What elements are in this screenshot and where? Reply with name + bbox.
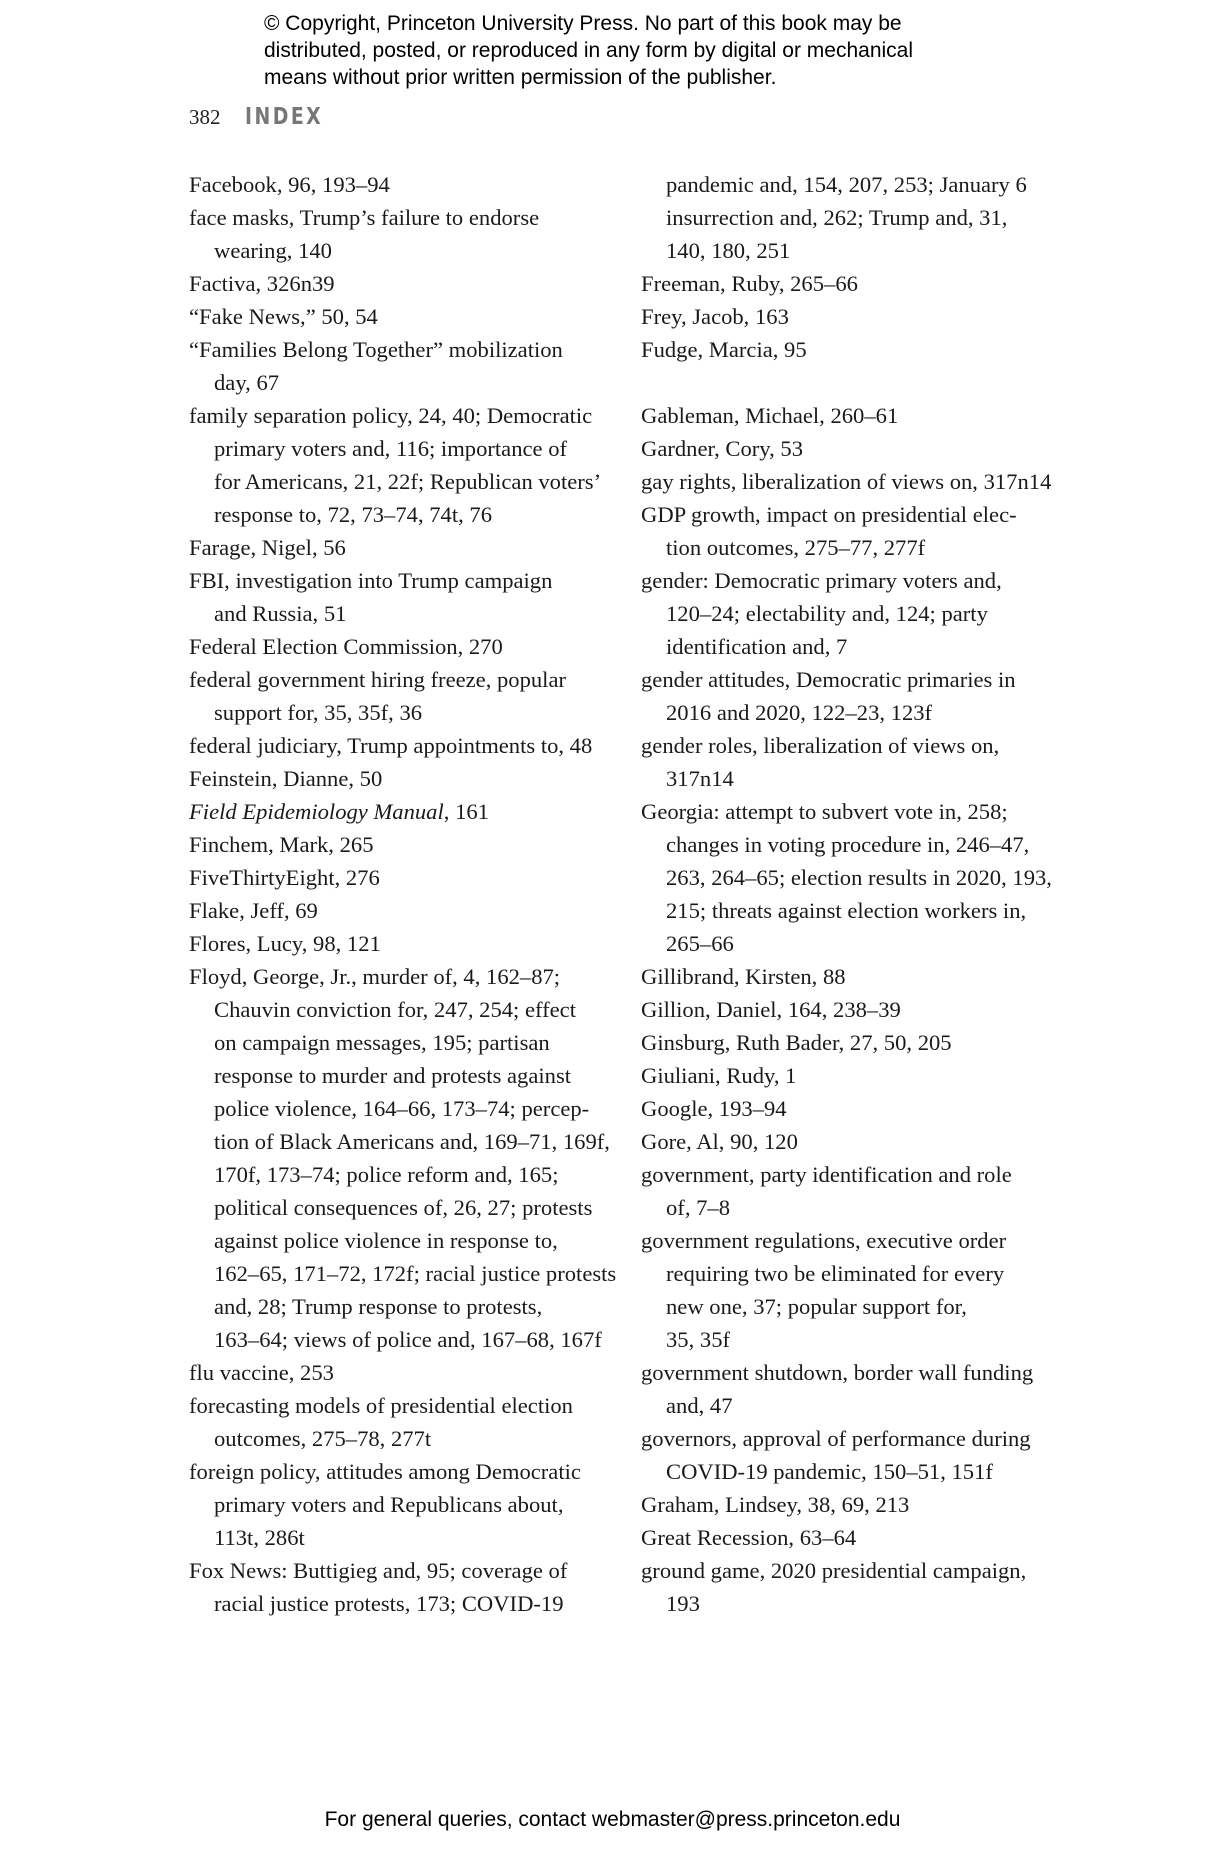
index-entry <box>189 267 609 300</box>
book-title: Field Epidemiology Manual <box>189 799 444 824</box>
index-entry-heading: Farage, Nigel, 56 <box>189 535 346 560</box>
index-entry-continuation: and Russia, 51 <box>214 601 347 626</box>
index-entry-heading: FBI, investigation into Trump campaign <box>189 568 553 593</box>
index-entry-continuation: 113t, 286t <box>214 1525 305 1550</box>
index-entry-continuation: requiring two be eliminated for every <box>666 1261 1005 1286</box>
index-entry <box>641 564 1061 663</box>
index-entry-continuation: and, 47 <box>666 1393 733 1418</box>
index-entry <box>189 1389 609 1455</box>
section-title: INDEX <box>244 104 323 130</box>
index-entry-heading: Floyd, George, Jr., murder of, 4, 162–87; <box>189 964 561 989</box>
index-entry <box>641 432 1061 465</box>
index-entry-continuation: racial justice protests, 173; COVID-19 <box>214 1591 564 1616</box>
index-entry <box>189 1356 609 1389</box>
index-entry-continuation: 35, 35f <box>666 1327 731 1352</box>
copyright-line: distributed, posted, or reproduced in any form by digital or mechanical <box>264 39 914 62</box>
index-entry <box>641 300 1061 333</box>
index-entry-heading: Graham, Lindsey, 38, 69, 213 <box>641 1492 910 1517</box>
index-entry-continuation: Chauvin conviction for, 247, 254; effect <box>214 997 576 1022</box>
index-entry-heading: Gillibrand, Kirsten, 88 <box>641 964 846 989</box>
index-entry-heading: gender roles, liberalization of views on, <box>641 733 1000 758</box>
index-entry-heading: government, party identification and role <box>641 1162 1012 1187</box>
index-entry-continuation: changes in voting procedure in, 246–47, <box>666 832 1030 857</box>
index-entry <box>189 729 609 762</box>
index-entry <box>641 267 1061 300</box>
index-entry-heading: flu vaccine, 253 <box>189 1360 334 1385</box>
index-entry <box>641 663 1061 729</box>
index-entry-continuation: 317n14 <box>666 766 734 791</box>
index-entry <box>189 663 609 729</box>
index-entry-heading: Georgia: attempt to subvert vote in, 258; <box>641 799 1008 824</box>
index-entry-continuation: insurrection and, 262; Trump and, 31, <box>666 205 1008 230</box>
index-entry-heading: federal government hiring freeze, popular <box>189 667 567 692</box>
index-entry <box>189 333 609 399</box>
index-entry-heading: FiveThirtyEight, 276 <box>189 865 380 890</box>
index-entry-heading: face masks, Trump’s failure to endorse <box>189 205 540 230</box>
index-entry-continuation: 215; threats against election workers in, <box>666 898 1027 923</box>
index-entry <box>641 168 1061 267</box>
index-entry-heading: gender attitudes, Democratic primaries in <box>641 667 1016 692</box>
index-entry-continuation: for Americans, 21, 22f; Republican voters’ <box>214 469 602 494</box>
index-entry-continuation: against police violence in response to, <box>214 1228 558 1253</box>
index-entry <box>189 894 609 927</box>
index-entry-heading: Field Epidemiology Manual, 161 <box>189 799 489 824</box>
index-entry-heading: government regulations, executive order <box>641 1228 1007 1253</box>
index-entry-continuation: 140, 180, 251 <box>666 238 791 263</box>
index-entry-continuation: response to murder and protests against <box>214 1063 572 1088</box>
index-entry-heading: Federal Election Commission, 270 <box>189 634 503 659</box>
index-entry-heading: Fox News: Buttigieg and, 95; coverage of <box>189 1558 568 1583</box>
index-entry-heading: Great Recession, 63–64 <box>641 1525 857 1550</box>
index-entry <box>641 333 1061 366</box>
index-entry <box>641 1158 1061 1224</box>
index-entry-continuation: on campaign messages, 195; partisan <box>214 1030 550 1055</box>
index-entry-heading: Finchem, Mark, 265 <box>189 832 374 857</box>
index-entry <box>189 1554 609 1620</box>
index-entry-heading: gay rights, liberalization of views on, 317n14 <box>641 469 1052 494</box>
index-entry-heading: family separation policy, 24, 40; Democratic <box>189 403 593 428</box>
index-entry-heading: Giuliani, Rudy, 1 <box>641 1063 797 1088</box>
index-entry <box>641 1356 1061 1422</box>
index-entry <box>641 1422 1061 1488</box>
index-entry-heading: Facebook, 96, 193–94 <box>189 172 390 197</box>
index-entry-continuation: political consequences of, 26, 27; protests <box>214 1195 593 1220</box>
index-entry-heading: Ginsburg, Ruth Bader, 27, 50, 205 <box>641 1030 952 1055</box>
index-entry-heading: gender: Democratic primary voters and, <box>641 568 1002 593</box>
index-column-right <box>641 168 1061 1620</box>
index-entry <box>189 531 609 564</box>
index-entry-continuation: support for, 35, 35f, 36 <box>214 700 423 725</box>
index-entry-continuation: wearing, 140 <box>214 238 332 263</box>
index-entry-heading: ground game, 2020 presidential campaign, <box>641 1558 1027 1583</box>
index-entry <box>189 795 609 828</box>
index-entry-heading: Gableman, Michael, 260–61 <box>641 403 899 428</box>
index-entry <box>189 630 609 663</box>
index-entry-heading: Google, 193–94 <box>641 1096 787 1121</box>
index-entry <box>189 300 609 333</box>
index-entry <box>641 1554 1061 1620</box>
page-number: 382 <box>189 105 221 129</box>
index-entry-heading: Factiva, 326n39 <box>189 271 335 296</box>
index-entry <box>189 960 617 1356</box>
index-entry-continuation: police violence, 164–66, 173–74; percep- <box>214 1096 590 1121</box>
index-entry <box>641 1521 1061 1554</box>
index-entry <box>641 795 1061 960</box>
index-entry-continuation: day, 67 <box>214 370 280 395</box>
index-entry <box>641 729 1061 795</box>
index-entry-continuation: outcomes, 275–78, 277t <box>214 1426 432 1451</box>
letter-group-gap <box>641 366 1061 399</box>
index-entry-heading: Frey, Jacob, 163 <box>641 304 789 329</box>
index-entry-continuation: tion outcomes, 275–77, 277f <box>666 535 926 560</box>
index-entry <box>641 1224 1061 1356</box>
index-entry-heading: Freeman, Ruby, 265–66 <box>641 271 858 296</box>
index-entry-heading: Gardner, Cory, 53 <box>641 436 804 461</box>
index-entry <box>641 1059 1061 1092</box>
index-entry <box>641 960 1061 993</box>
index-entry-continuation: pandemic and, 154, 207, 253; January 6 <box>666 172 1027 197</box>
index-entry-heading: Feinstein, Dianne, 50 <box>189 766 383 791</box>
index-entry-continuation: and, 28; Trump response to protests, <box>214 1294 543 1319</box>
index-entry-heading: governors, approval of performance during <box>641 1426 1031 1451</box>
index-entry-continuation: 163–64; views of police and, 167–68, 167f <box>214 1327 602 1352</box>
index-entry-heading: “Fake News,” 50, 54 <box>189 304 378 329</box>
footer-contact: For general queries, contact webmaster@press.princeton.edu <box>324 1808 901 1831</box>
index-entry-continuation: identification and, 7 <box>666 634 848 659</box>
index-entry <box>189 927 609 960</box>
copyright-line: © Copyright, Princeton University Press. No part of this book may be <box>264 12 902 35</box>
copyright-notice <box>264 10 1024 91</box>
index-entry-heading: GDP growth, impact on presidential elec- <box>641 502 1017 527</box>
index-entry-heading: Gillion, Daniel, 164, 238–39 <box>641 997 901 1022</box>
index-entry-continuation: 162–65, 171–72, 172f; racial justice protests <box>214 1261 617 1286</box>
index-entry-heading: “Families Belong Together” mobilization <box>189 337 563 362</box>
index-entry <box>641 465 1061 498</box>
index-entry <box>641 399 1061 432</box>
index-entry <box>641 993 1061 1026</box>
index-entry <box>641 1125 1061 1158</box>
index-entry-heading: foreign policy, attitudes among Democratic <box>189 1459 581 1484</box>
index-entry-continuation: 170f, 173–74; police reform and, 165; <box>214 1162 559 1187</box>
index-entry <box>189 828 609 861</box>
index-entry-continuation: of, 7–8 <box>666 1195 731 1220</box>
index-entry-continuation: 193 <box>666 1591 700 1616</box>
index-entry <box>641 1488 1061 1521</box>
index-entry-continuation: new one, 37; popular support for, <box>666 1294 967 1319</box>
index-entry <box>641 1026 1061 1059</box>
index-column-left <box>189 168 617 1620</box>
index-entry <box>641 498 1061 564</box>
index-entry-continuation: tion of Black Americans and, 169–71, 169f, <box>214 1129 610 1154</box>
index-entry <box>189 1455 609 1554</box>
index-entry-continuation: 263, 264–65; election results in 2020, 193, <box>666 865 1052 890</box>
index-entry-continuation: response to, 72, 73–74, 74t, 76 <box>214 502 493 527</box>
index-entry <box>189 168 609 201</box>
index-entry <box>189 762 609 795</box>
running-head <box>189 104 340 136</box>
index-entry <box>189 564 609 630</box>
index-entry <box>189 861 609 894</box>
index-entry-continuation: primary voters and, 116; importance of <box>214 436 568 461</box>
index-entry-continuation: 2016 and 2020, 122–23, 123f <box>666 700 933 725</box>
index-entry-heading: forecasting models of presidential election <box>189 1393 573 1418</box>
index-entry-heading: government shutdown, border wall funding <box>641 1360 1034 1385</box>
index-entry-continuation: primary voters and Republicans about, <box>214 1492 564 1517</box>
index-entry-continuation: 120–24; electability and, 124; party <box>666 601 988 626</box>
index-entry <box>189 399 609 531</box>
copyright-line: means without prior written permission of the publisher. <box>264 66 777 89</box>
index-entry-continuation: COVID-19 pandemic, 150–51, 151f <box>666 1459 993 1484</box>
index-entry-heading: Gore, Al, 90, 120 <box>641 1129 798 1154</box>
index-entry-heading: Flake, Jeff, 69 <box>189 898 318 923</box>
index-entry-continuation: 265–66 <box>666 931 734 956</box>
index-entry-heading: Fudge, Marcia, 95 <box>641 337 807 362</box>
index-entry <box>641 1092 1061 1125</box>
index-entry-heading: federal judiciary, Trump appointments to, 48 <box>189 733 593 758</box>
index-entry <box>189 201 609 267</box>
index-entry-heading: Flores, Lucy, 98, 121 <box>189 931 381 956</box>
